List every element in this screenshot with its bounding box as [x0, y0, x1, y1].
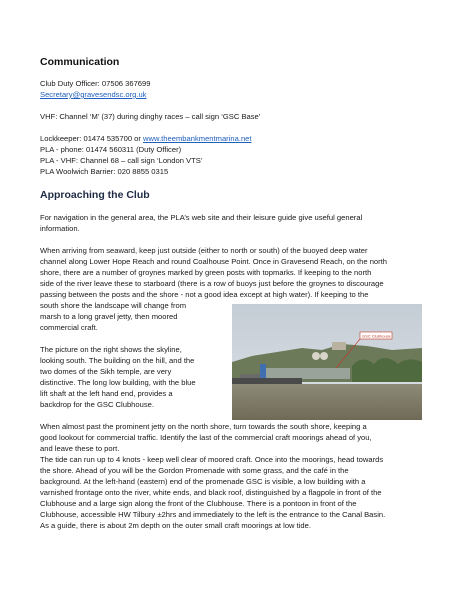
paragraph-line: The picture on the right shows the skyline, [40, 345, 182, 354]
pla-phone-line: PLA - phone: 01474 560311 (Duty Officer) [40, 145, 182, 154]
paragraph-line: distinctive. The long low building, with the blue [40, 378, 196, 387]
pla-barrier-line: PLA Woolwich Barrier: 020 8855 0315 [40, 167, 169, 176]
paragraph-line: lift shaft at the left hand end, provides a [40, 389, 173, 398]
paragraph-line: Clubhouse, accessible HW Tilbury ±2hrs and immediately to the left is the entrance to the Canal Basin. [40, 510, 386, 519]
vhf-line: VHF: Channel ‘M’ (37) during dinghy races – call sign ‘GSC Base’ [40, 112, 261, 121]
marina-website-link[interactable]: www.theembankmentmarina.net [143, 134, 252, 143]
paragraph-line: shore, there are a number of groynes marked by green posts with topmarks. If keeping to the north [40, 268, 372, 277]
paragraph-line: information. [40, 224, 80, 233]
paragraph-line: As a guide, there is about 2m depth on the outer small craft moorings at low tide. [40, 521, 311, 530]
paragraph-line: commercial craft. [40, 323, 98, 332]
long-low-building [260, 368, 350, 379]
moored-craft [240, 374, 260, 378]
paragraph-line: south shore the landscape will change from [40, 301, 187, 310]
temple-dome [320, 352, 328, 360]
paragraph-line: and leave these to port. [40, 444, 120, 453]
skyline-photo-drawing [232, 304, 422, 420]
communication-heading: Communication [40, 56, 120, 68]
paragraph-line: marsh to a long gravel jetty, then moored [40, 312, 178, 321]
blue-lift-shaft [260, 364, 266, 379]
paragraph-line: Clubhouse and a large sign along the front of the Clubhouse. There is a pontoon in front of the [40, 499, 357, 508]
secretary-email-line [40, 90, 146, 101]
duty-officer-line: Club Duty Officer: 07506 367699 [40, 79, 151, 88]
river-water [232, 384, 422, 420]
skyline-photo [232, 304, 422, 420]
paragraph-line: side of the river leave these to starboard (there is a row of buoys just before the groynes to discourage [40, 279, 384, 288]
paragraph-line: passing between the posts and the shore - not a good idea except at high water). If keeping to the [40, 290, 369, 299]
trees [352, 358, 422, 382]
paragraph-line: varnished frontage onto the river, white ends, and black roof, distinguished by a flagpole in front of the [40, 488, 382, 497]
paragraph-line: When almost past the prominent jetty on the north shore, turn towards the south shore, keeping a [40, 422, 367, 431]
paragraph-line: For navigation in the general area, the PLA’s web site and their leisure guide give useful general [40, 213, 363, 222]
photo-label: GSC Clubhouse [362, 333, 391, 339]
lockkeeper-text: Lockkeeper: 01474 535700 or [40, 134, 144, 143]
lockkeeper-line [40, 134, 252, 145]
paragraph-line: When arriving from seaward, keep just outside (either to north or south) of the buoyed deep water [40, 246, 368, 255]
paragraph-line: the shore. Ahead of you will be the Gordon Promenade with some grass, and the café in the [40, 466, 349, 475]
approaching-heading: Approaching the Club [40, 189, 150, 201]
secretary-email-link[interactable]: Secretary@gravesendsc.org.uk [40, 90, 147, 99]
temple-dome [312, 352, 320, 360]
paragraph-line: background. At the left-hand (eastern) end of the promenade GSC is visible, a low building with a [40, 477, 366, 486]
paragraph-line: The tide can run up to 4 knots - keep well clear of moored craft. Once into the moorings, head towards [40, 455, 384, 464]
paragraph-line: two domes of the Sikh temple, are very [40, 367, 172, 376]
hill-building [332, 342, 346, 350]
moored-craft [232, 378, 302, 384]
paragraph-line: backdrop for the GSC Clubhouse. [40, 400, 154, 409]
paragraph-line: looking south. The building on the hill, and the [40, 356, 195, 365]
pla-vhf-line: PLA - VHF: Channel 68 – call sign ‘London VTS’ [40, 156, 203, 165]
paragraph-line: good lookout for commercial traffic. Identify the last of the commercial craft moorings ahead of you, [40, 433, 372, 442]
paragraph-line: channel along Lower Hope Reach and round Coalhouse Point. Once in Gravesend Reach, on the north [40, 257, 388, 266]
